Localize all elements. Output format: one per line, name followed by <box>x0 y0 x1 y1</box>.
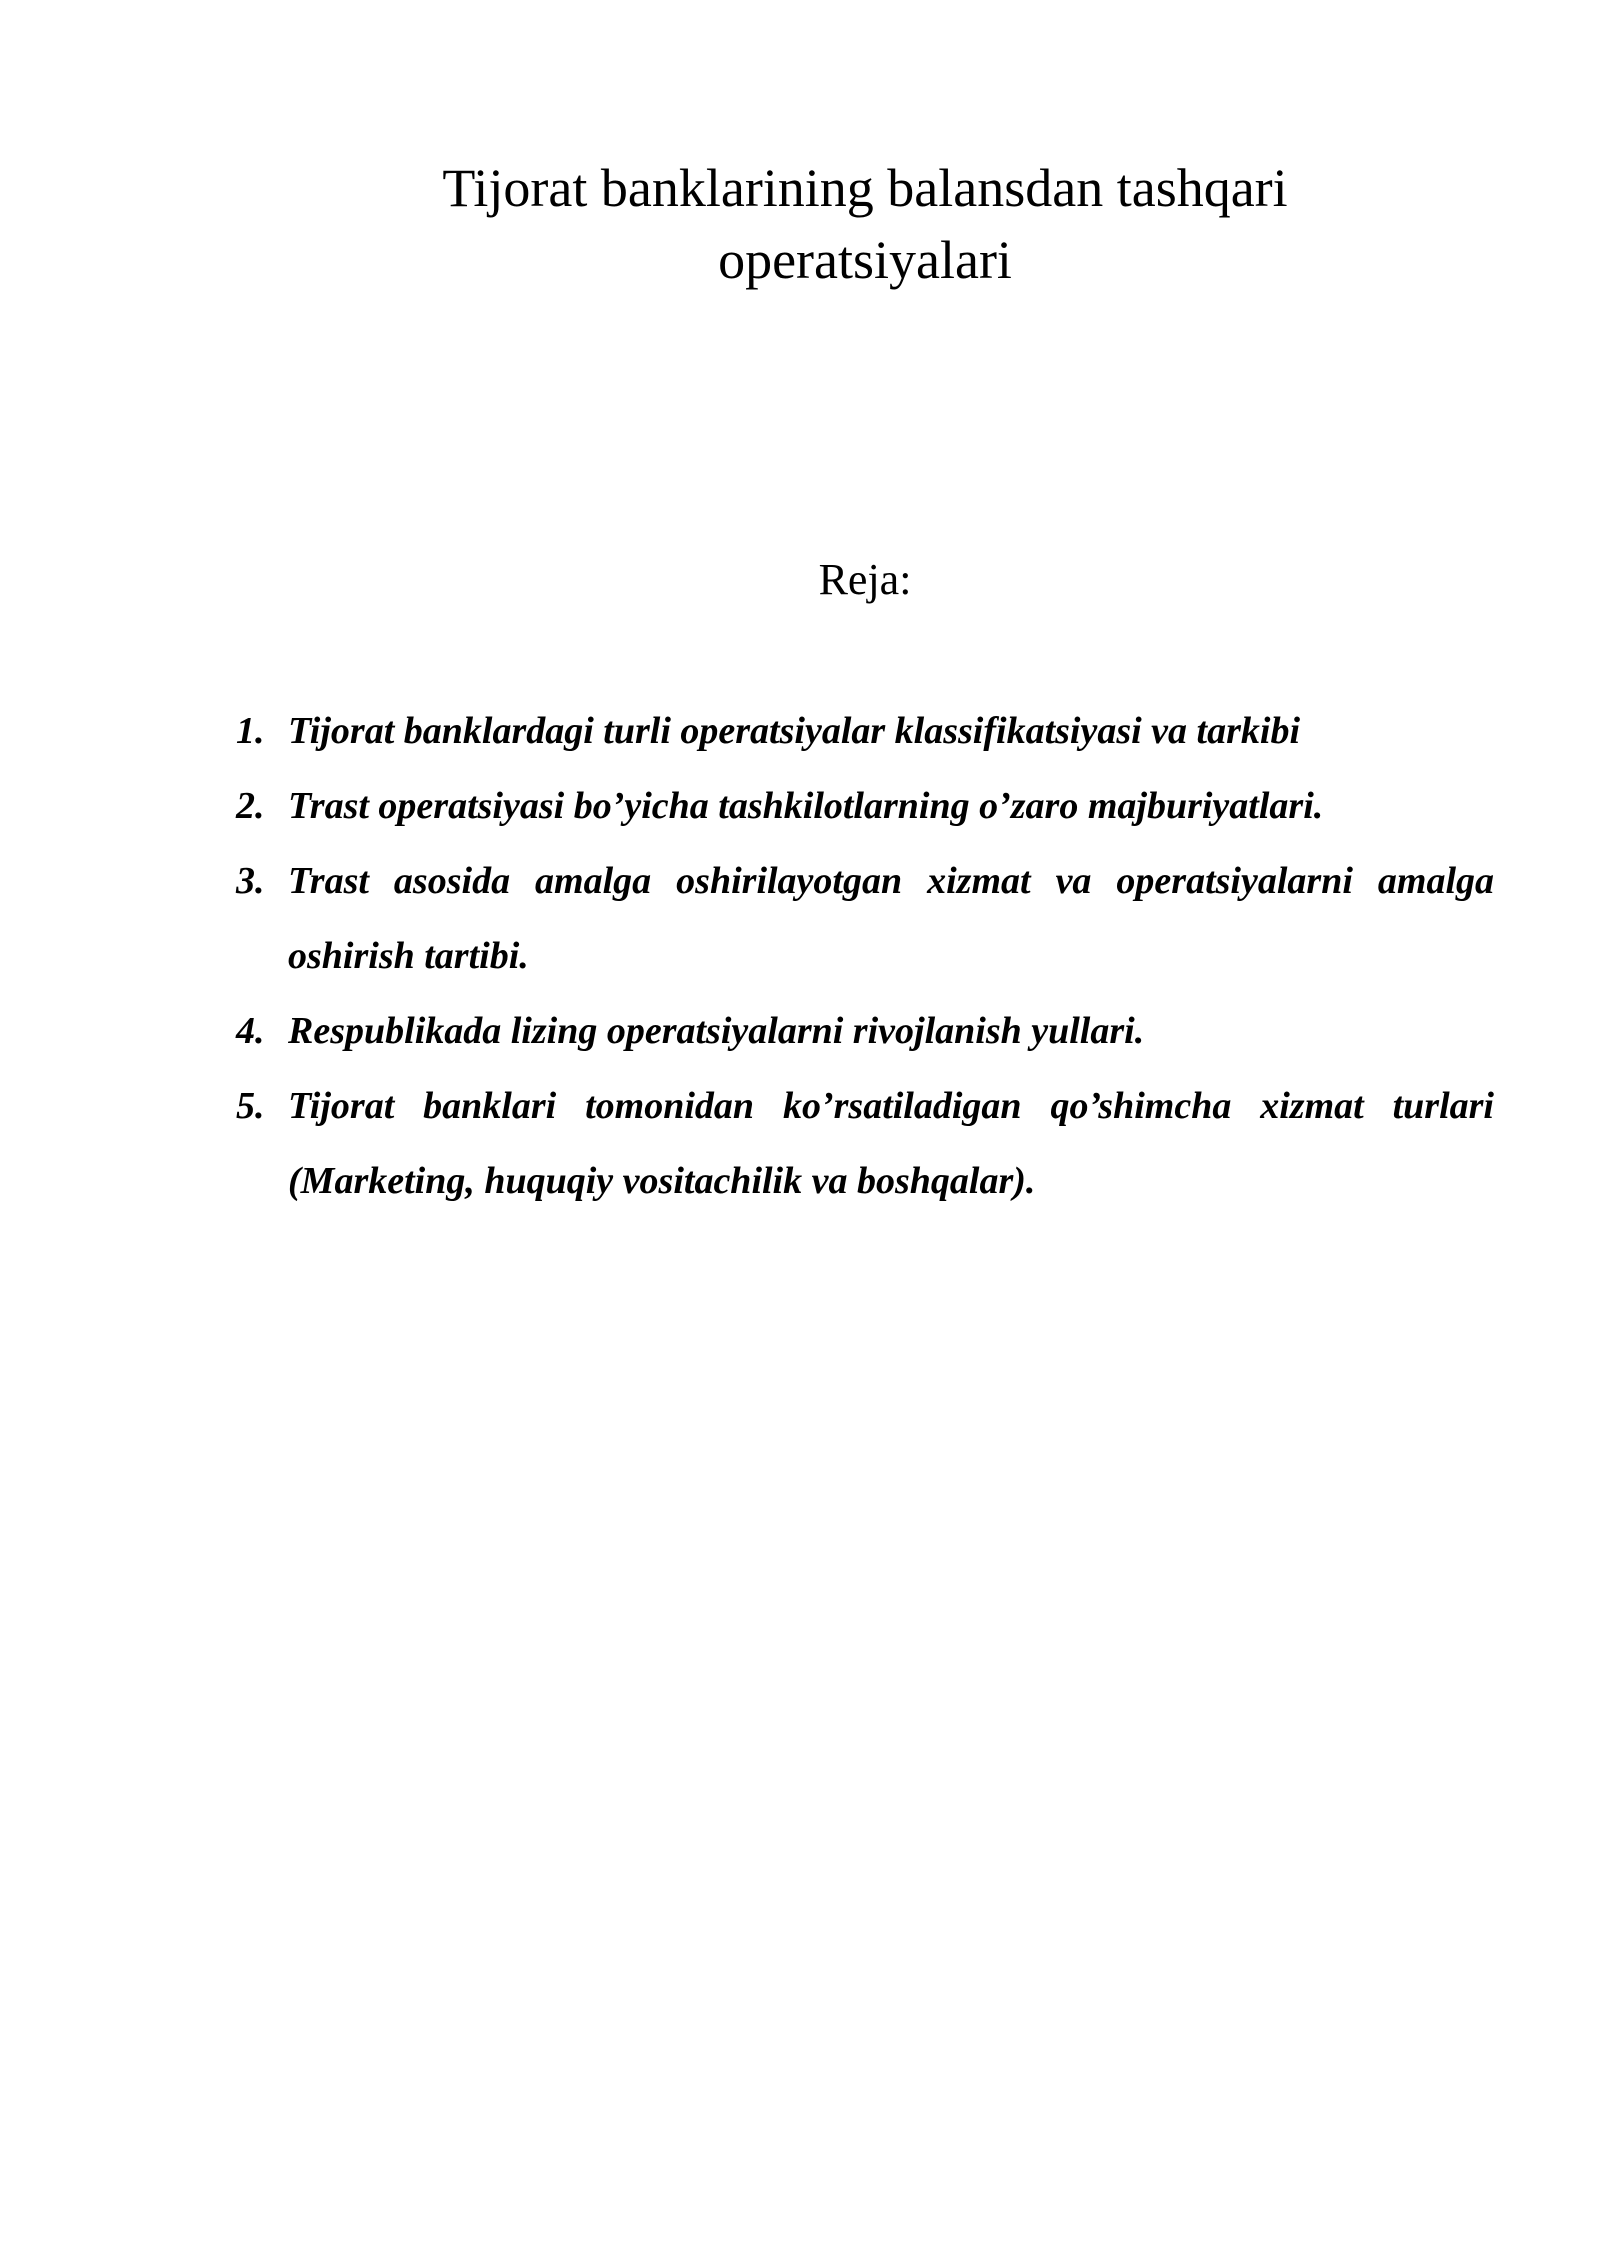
plan-item-4 <box>236 994 1494 1069</box>
plan-item-text: Tijorat banklari tomonidan ko’rsatiladigan qo’shimcha xizmat turlari (Marketing, huquqiy vositachilik va boshqalar). <box>288 1085 1494 1202</box>
plan-item-5 <box>236 1069 1494 1219</box>
plan-item-number: 2. <box>236 785 265 827</box>
plan-item-text: Trast asosida amalga oshirilayotgan xizmat va operatsiyalarni amalga oshirish tartibi. <box>288 860 1494 977</box>
plan-item-text: Tijorat banklardagi turli operatsiyalar klassifikatsiyasi va tarkibi <box>288 710 1301 752</box>
plan-item-1 <box>236 694 1494 769</box>
plan-item-3 <box>236 844 1494 994</box>
plan-item-2 <box>236 769 1494 844</box>
document-title-line-2: operatsiyalari <box>718 230 1012 290</box>
plan-item-number: 5. <box>236 1085 265 1127</box>
document-title <box>320 152 1410 296</box>
plan-item-text: Trast operatsiyasi bo’yicha tashkilotlarning o’zaro majburiyatlari. <box>288 785 1324 827</box>
document-title-line-1: Tijorat banklarining balansdan tashqari <box>442 158 1288 218</box>
plan-item-number: 3. <box>236 860 265 902</box>
plan-heading: Reja: <box>818 555 912 604</box>
plan-item-text: Respublikada lizing operatsiyalarni rivojlanish yullari. <box>288 1010 1145 1052</box>
plan-item-number: 1. <box>236 710 265 752</box>
plan-item-number: 4. <box>236 1010 265 1052</box>
plan-list <box>236 694 1494 1219</box>
